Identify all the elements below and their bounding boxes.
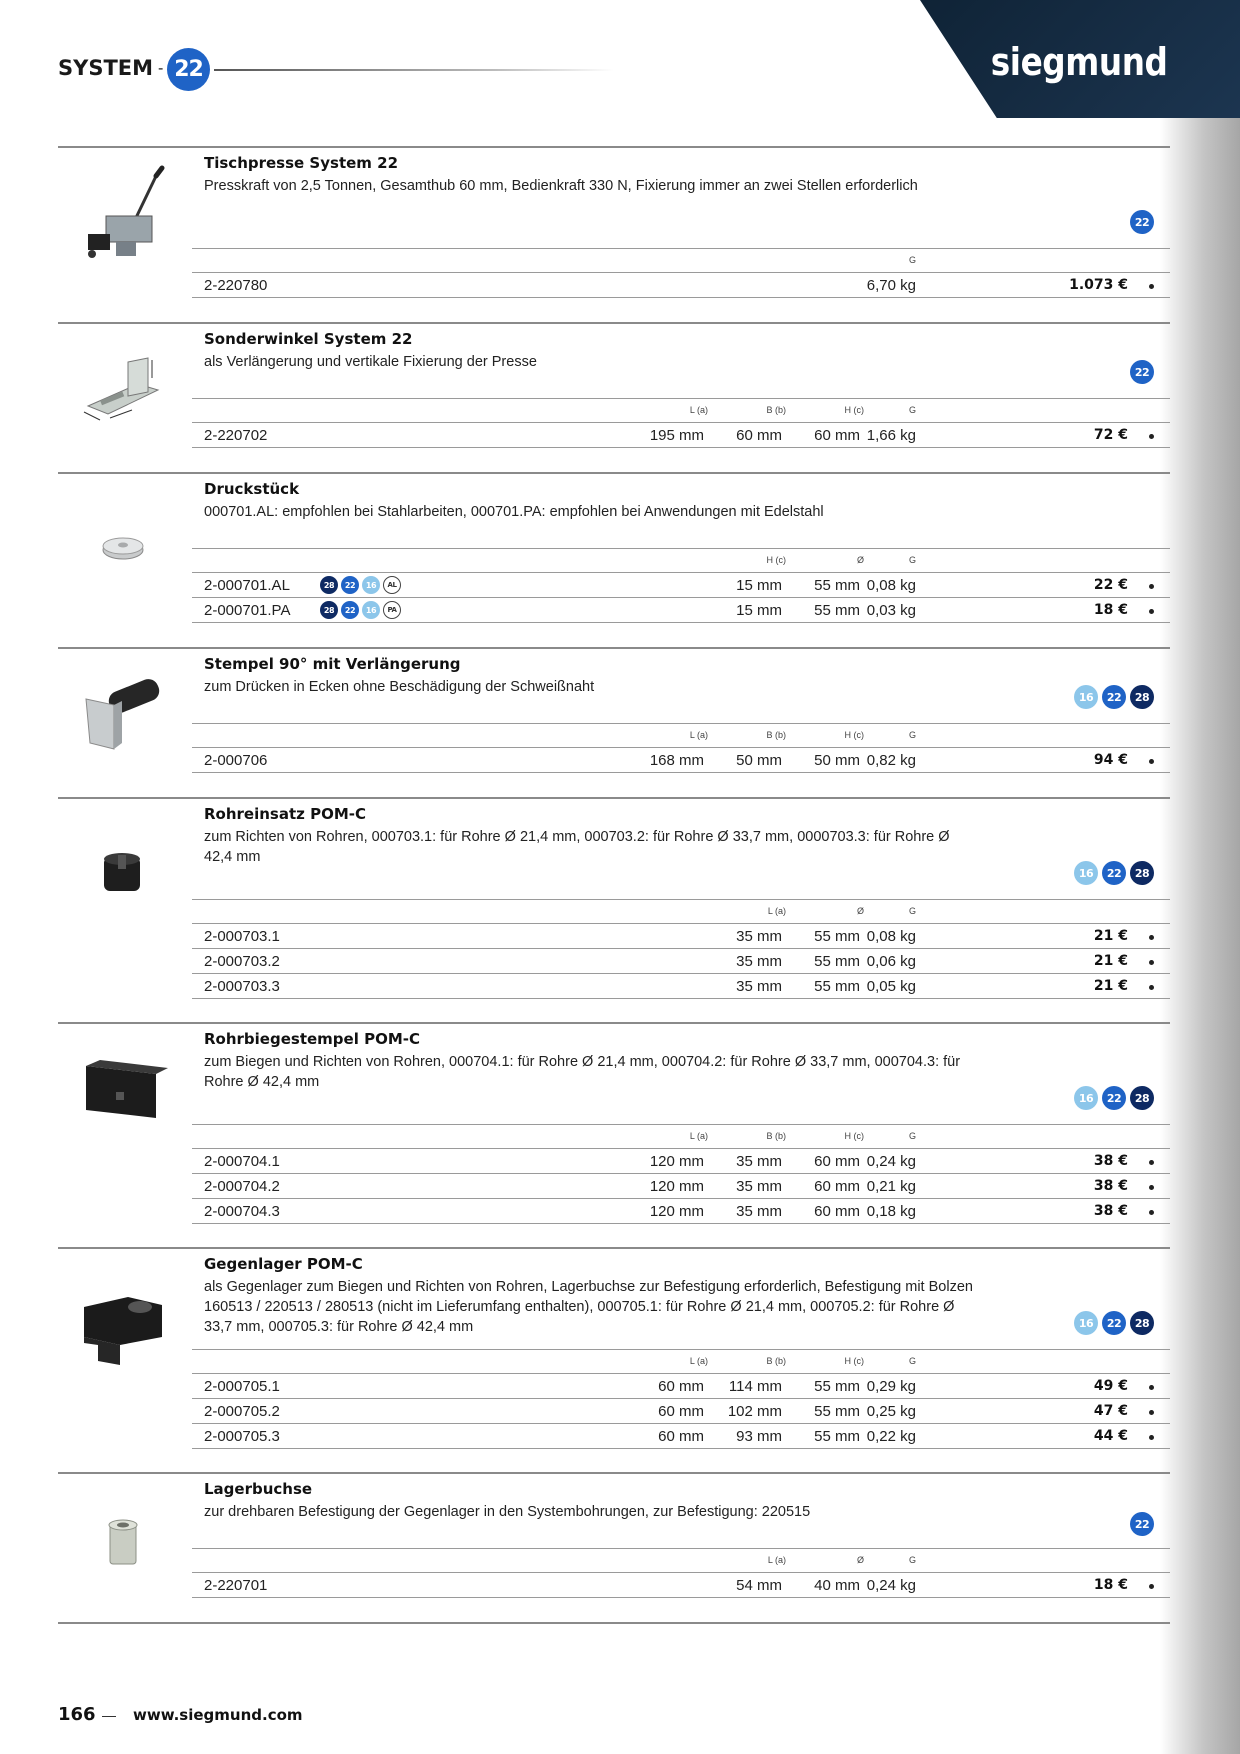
system-badge-22: 22 xyxy=(1102,861,1126,885)
column-header-b: B (b) xyxy=(766,730,786,740)
header-divider xyxy=(214,69,614,71)
column-header-h: H (c) xyxy=(844,730,864,740)
length-value: 60 mm xyxy=(658,1403,704,1420)
spec-table-header xyxy=(192,398,1170,423)
stamp-90-icon xyxy=(78,663,168,763)
column-header-g: G xyxy=(908,1555,916,1565)
system-dash: - xyxy=(158,60,164,77)
product-section-lagerbuchse xyxy=(58,1472,1170,1624)
price-value: 44 € xyxy=(1093,1428,1128,1444)
table-row xyxy=(192,1573,1170,1598)
article-number: 2-000704.1 xyxy=(204,1153,280,1170)
product-title: Druckstück xyxy=(204,480,300,498)
product-description: Presskraft von 2,5 Tonnen, Gesamthub 60 mm, Bedienkraft 330 N, Fixierung immer an zwei Stellen erforderlich xyxy=(204,178,918,194)
price-value: 47 € xyxy=(1093,1403,1128,1419)
system-badge-22: 22 xyxy=(1102,1311,1126,1335)
system-badges xyxy=(1130,210,1154,234)
article-number: 2-220701 xyxy=(204,1577,268,1594)
table-row xyxy=(192,1149,1170,1174)
width-value: 93 mm xyxy=(736,1428,782,1445)
product-description: zur drehbaren Befestigung der Gegenlager in den Systembohrungen, zur Befestigung: 220515 xyxy=(204,1504,811,1520)
price-value: 21 € xyxy=(1093,928,1128,944)
column-header-b: B (b) xyxy=(766,1131,786,1141)
product-title: Gegenlager POM-C xyxy=(204,1255,363,1273)
length-value: 35 mm xyxy=(736,928,782,945)
weight-value: 0,29 kg xyxy=(866,1378,916,1395)
product-title: Stempel 90° mit Verlängerung xyxy=(204,655,461,673)
spec-table-header xyxy=(192,1124,1170,1149)
height-value: 60 mm xyxy=(814,1178,860,1195)
product-title: Lagerbuchse xyxy=(204,1480,313,1498)
spec-table-header xyxy=(192,1548,1170,1573)
column-header-h: H (c) xyxy=(844,405,864,415)
weight-value: 0,08 kg xyxy=(866,577,916,594)
width-value: 35 mm xyxy=(736,1153,782,1170)
length-value: 120 mm xyxy=(649,1178,704,1195)
article-number: 2-000703.3 xyxy=(204,978,280,995)
system-badge-16: 16 xyxy=(362,576,380,594)
table-row xyxy=(192,598,1170,623)
product-section-rohrbiegestempel xyxy=(58,1022,1170,1247)
system-badge-22: 22 xyxy=(1102,1086,1126,1110)
weight-value: 0,24 kg xyxy=(866,1577,916,1594)
table-row xyxy=(192,924,1170,949)
article-number: 2-000704.3 xyxy=(204,1203,280,1220)
column-header-b: B (b) xyxy=(766,1356,786,1366)
system-badge-16: 16 xyxy=(1074,861,1098,885)
availability-dot xyxy=(1149,1160,1154,1165)
spec-table-header xyxy=(192,248,1170,273)
column-header-g: G xyxy=(908,405,916,415)
weight-value: 1,66 kg xyxy=(866,427,916,444)
weight-value: 0,82 kg xyxy=(866,752,916,769)
product-section-tischpresse xyxy=(58,146,1170,296)
article-number: 2-000704.2 xyxy=(204,1178,280,1195)
article-number: 2-000705.2 xyxy=(204,1403,280,1420)
column-header-diameter: Ø xyxy=(856,1555,864,1565)
weight-value: 0,22 kg xyxy=(866,1428,916,1445)
product-section-gegenlager xyxy=(58,1247,1170,1472)
product-section-druckstueck xyxy=(58,472,1170,647)
footer-separator xyxy=(102,1716,116,1717)
article-number: 2-000703.2 xyxy=(204,953,280,970)
spec-table xyxy=(192,398,1170,448)
system-badge-22: 22 xyxy=(341,576,359,594)
pressure-piece-icon xyxy=(78,494,168,594)
article-number: 2-220702 xyxy=(204,427,268,444)
system-badge-28: 28 xyxy=(1130,685,1154,709)
spec-table xyxy=(192,1548,1170,1598)
brand-logo: siegmund xyxy=(991,40,1168,84)
price-value: 38 € xyxy=(1093,1203,1128,1219)
availability-dot xyxy=(1149,584,1154,589)
article-number: 2-000703.1 xyxy=(204,928,280,945)
system-badge-28: 28 xyxy=(320,601,338,619)
diameter-value: 55 mm xyxy=(814,953,860,970)
length-value: 120 mm xyxy=(649,1153,704,1170)
material-badge-pa: PA xyxy=(383,601,401,619)
length-value: 168 mm xyxy=(649,752,704,769)
width-value: 50 mm xyxy=(736,752,782,769)
availability-dot xyxy=(1149,609,1154,614)
product-section-stempel-90 xyxy=(58,647,1170,797)
availability-dot xyxy=(1149,759,1154,764)
table-row xyxy=(192,1374,1170,1399)
bearing-bush-icon xyxy=(78,1498,168,1598)
row-system-badges xyxy=(320,576,401,594)
diameter-value: 55 mm xyxy=(814,928,860,945)
column-header-g: G xyxy=(908,730,916,740)
availability-dot xyxy=(1149,434,1154,439)
product-description: 000701.AL: empfohlen bei Stahlarbeiten, 000701.PA: empfohlen bei Anwendungen mit Edelstahl xyxy=(204,504,824,520)
system-badge-28: 28 xyxy=(1130,1311,1154,1335)
system-badges xyxy=(1074,861,1154,885)
diameter-value: 55 mm xyxy=(814,602,860,619)
system-badge-16: 16 xyxy=(1074,1311,1098,1335)
column-header-b: B (b) xyxy=(766,405,786,415)
price-value: 21 € xyxy=(1093,978,1128,994)
length-value: 35 mm xyxy=(736,978,782,995)
system-number-badge: 22 xyxy=(167,48,210,91)
system-badge-22: 22 xyxy=(1130,210,1154,234)
height-value: 55 mm xyxy=(814,1428,860,1445)
system-badge-28: 28 xyxy=(1130,1086,1154,1110)
table-row xyxy=(192,974,1170,999)
product-description: als Verlängerung und vertikale Fixierung der Presse xyxy=(204,354,537,370)
spec-table-header xyxy=(192,723,1170,748)
system-badge-22: 22 xyxy=(1130,1512,1154,1536)
length-value: 120 mm xyxy=(649,1203,704,1220)
system-badge-16: 16 xyxy=(1074,1086,1098,1110)
spec-table-header xyxy=(192,548,1170,573)
spec-table xyxy=(192,548,1170,623)
spec-table xyxy=(192,723,1170,773)
column-header-g: G xyxy=(908,255,916,265)
article-number: 2-220780 xyxy=(204,277,268,294)
length-value: 60 mm xyxy=(658,1378,704,1395)
spec-table-header xyxy=(192,899,1170,924)
price-value: 49 € xyxy=(1093,1378,1128,1394)
column-header-l: L (a) xyxy=(767,1555,786,1565)
availability-dot xyxy=(1149,1584,1154,1589)
article-number: 2-000705.3 xyxy=(204,1428,280,1445)
column-header-h: H (c) xyxy=(766,555,786,565)
column-header-g: G xyxy=(908,906,916,916)
system-badge-28: 28 xyxy=(320,576,338,594)
weight-value: 0,21 kg xyxy=(866,1178,916,1195)
weight-value: 0,24 kg xyxy=(866,1153,916,1170)
article-number: 2-000706 xyxy=(204,752,268,769)
table-row xyxy=(192,1424,1170,1449)
height-value: 55 mm xyxy=(814,1378,860,1395)
system-badge-22: 22 xyxy=(1130,360,1154,384)
row-system-badges xyxy=(320,601,401,619)
column-header-diameter: Ø xyxy=(856,906,864,916)
product-title: Tischpresse System 22 xyxy=(204,154,399,172)
table-row xyxy=(192,949,1170,974)
table-row xyxy=(192,423,1170,448)
length-value: 195 mm xyxy=(649,427,704,444)
column-header-diameter: Ø xyxy=(856,555,864,565)
table-row xyxy=(192,1174,1170,1199)
product-description: zum Drücken in Ecken ohne Beschädigung der Schweißnaht xyxy=(204,679,595,695)
width-value: 35 mm xyxy=(736,1203,782,1220)
price-value: 1.073 € xyxy=(1069,277,1128,293)
price-value: 38 € xyxy=(1093,1178,1128,1194)
availability-dot xyxy=(1149,1410,1154,1415)
product-section-rohreinsatz xyxy=(58,797,1170,1022)
counter-bearing-icon xyxy=(78,1283,168,1383)
width-value: 35 mm xyxy=(736,1178,782,1195)
spec-table xyxy=(192,1124,1170,1224)
system-label: SYSTEM xyxy=(58,56,154,80)
article-number: 2-000701.PA xyxy=(204,602,291,619)
height-value: 60 mm xyxy=(814,1153,860,1170)
weight-value: 0,08 kg xyxy=(866,928,916,945)
spec-table xyxy=(192,899,1170,999)
column-header-g: G xyxy=(908,1356,916,1366)
height-value: 15 mm xyxy=(736,602,782,619)
system-badges xyxy=(1074,1311,1154,1335)
column-header-g: G xyxy=(908,555,916,565)
price-value: 21 € xyxy=(1093,953,1128,969)
price-value: 38 € xyxy=(1093,1153,1128,1169)
column-header-l: L (a) xyxy=(767,906,786,916)
pipe-insert-icon xyxy=(78,827,168,927)
column-header-h: H (c) xyxy=(844,1131,864,1141)
weight-value: 0,25 kg xyxy=(866,1403,916,1420)
height-value: 15 mm xyxy=(736,577,782,594)
system-badge-22: 22 xyxy=(1102,685,1126,709)
page-edge-shade xyxy=(1160,0,1240,1754)
table-row xyxy=(192,748,1170,773)
material-badge-al: AL xyxy=(383,576,401,594)
availability-dot xyxy=(1149,985,1154,990)
diameter-value: 55 mm xyxy=(814,577,860,594)
width-value: 114 mm xyxy=(728,1378,782,1395)
diameter-value: 55 mm xyxy=(814,978,860,995)
product-section-sonderwinkel xyxy=(58,322,1170,472)
product-title: Rohreinsatz POM-C xyxy=(204,805,367,823)
availability-dot xyxy=(1149,1210,1154,1215)
availability-dot xyxy=(1149,1385,1154,1390)
article-number: 2-000705.1 xyxy=(204,1378,280,1395)
availability-dot xyxy=(1149,935,1154,940)
table-row xyxy=(192,573,1170,598)
weight-value: 0,05 kg xyxy=(866,978,916,995)
product-description: zum Biegen und Richten von Rohren, 000704.1: für Rohre Ø 21,4 mm, 000704.2: für Rohre Ø 33,7 mm, 000704.3: für Rohre Ø 42,4 mm xyxy=(204,1054,961,1090)
spec-table xyxy=(192,1349,1170,1449)
system-badge-16: 16 xyxy=(362,601,380,619)
footer-website-link[interactable]: www.siegmund.com xyxy=(133,1706,303,1724)
width-value: 102 mm xyxy=(727,1403,782,1420)
price-value: 22 € xyxy=(1093,577,1128,593)
availability-dot xyxy=(1149,1435,1154,1440)
product-title: Sonderwinkel System 22 xyxy=(204,330,413,348)
diameter-value: 40 mm xyxy=(814,1577,860,1594)
product-title: Rohrbiegestempel POM-C xyxy=(204,1030,420,1048)
price-value: 18 € xyxy=(1093,602,1128,618)
column-header-l: L (a) xyxy=(689,405,708,415)
height-value: 55 mm xyxy=(814,1403,860,1420)
system-badges xyxy=(1074,1086,1154,1110)
table-press-icon xyxy=(78,164,168,264)
product-description: zum Richten von Rohren, 000703.1: für Rohre Ø 21,4 mm, 000703.2: für Rohre Ø 33,7 mm, 0000703.3: für Rohre Ø 42,4 mm xyxy=(204,829,950,865)
page-number: 166 xyxy=(58,1704,96,1725)
width-value: 60 mm xyxy=(736,427,782,444)
length-value: 54 mm xyxy=(736,1577,782,1594)
column-header-l: L (a) xyxy=(689,730,708,740)
price-value: 18 € xyxy=(1093,1577,1128,1593)
spec-table-header xyxy=(192,1349,1170,1374)
column-header-l: L (a) xyxy=(689,1131,708,1141)
angle-bracket-icon xyxy=(78,344,168,444)
pipe-bending-stamp-icon xyxy=(78,1040,168,1140)
height-value: 60 mm xyxy=(814,1203,860,1220)
availability-dot xyxy=(1149,960,1154,965)
system-badge-28: 28 xyxy=(1130,861,1154,885)
price-value: 94 € xyxy=(1093,752,1128,768)
weight-value: 6,70 kg xyxy=(866,277,916,294)
weight-value: 0,03 kg xyxy=(866,602,916,619)
availability-dot xyxy=(1149,284,1154,289)
availability-dot xyxy=(1149,1185,1154,1190)
article-number: 2-000701.AL xyxy=(204,577,290,594)
system-badge-16: 16 xyxy=(1074,685,1098,709)
price-value: 72 € xyxy=(1093,427,1128,443)
weight-value: 0,18 kg xyxy=(866,1203,916,1220)
column-header-g: G xyxy=(908,1131,916,1141)
height-value: 50 mm xyxy=(814,752,860,769)
weight-value: 0,06 kg xyxy=(866,953,916,970)
system-badges xyxy=(1130,1512,1154,1536)
system-badges xyxy=(1130,360,1154,384)
table-row xyxy=(192,1199,1170,1224)
table-row xyxy=(192,1399,1170,1424)
product-description: als Gegenlager zum Biegen und Richten von Rohren, Lagerbuchse zur Befestigung erforderlich, Befestigung mit Bolzen 160513 / 220513 / 280513 (nicht im Lieferumfang enthalten), 000705.1: für Rohre Ø 21,4 mm, 000705.2: für Rohre Ø 33,7 mm, 000705.3: für Rohre Ø 42,4 mm xyxy=(204,1279,973,1335)
table-row xyxy=(192,273,1170,298)
column-header-l: L (a) xyxy=(689,1356,708,1366)
height-value: 60 mm xyxy=(814,427,860,444)
length-value: 60 mm xyxy=(658,1428,704,1445)
column-header-h: H (c) xyxy=(844,1356,864,1366)
spec-table xyxy=(192,248,1170,298)
length-value: 35 mm xyxy=(736,953,782,970)
system-badge-22: 22 xyxy=(341,601,359,619)
system-badges xyxy=(1074,685,1154,709)
